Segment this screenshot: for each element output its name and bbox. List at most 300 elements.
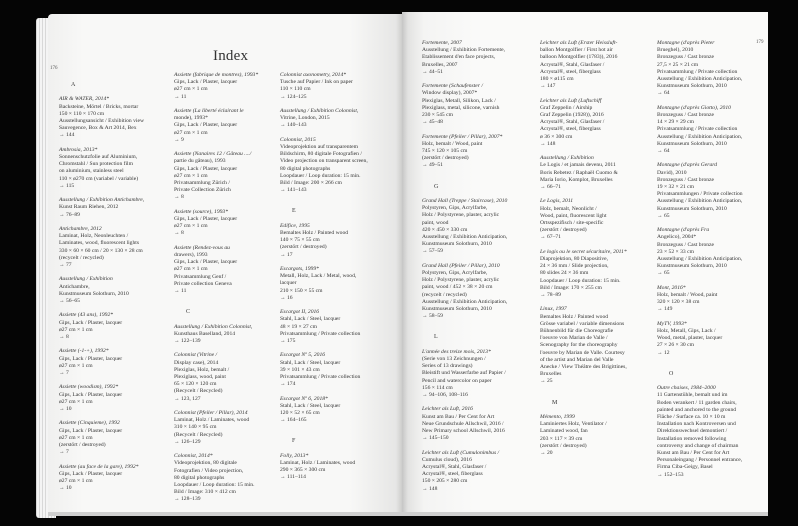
entry-line: Bronzeguss / Cast bronze xyxy=(657,176,715,183)
index-entry xyxy=(540,198,655,241)
index-entry xyxy=(657,321,772,357)
entry-line: Ausstellung / Exhibition Fortemente, xyxy=(422,47,505,54)
index-letter-heading: C xyxy=(186,309,191,316)
entry-line: lacquer xyxy=(280,280,297,287)
entry-line: Bronzeguss / Cast bronze xyxy=(657,54,715,61)
entry-line: Anecke / View Théâtre des Brigittines, xyxy=(540,364,627,371)
page-bottom-edge xyxy=(48,512,768,516)
entry-title: Assiette (source), 1993* xyxy=(174,208,229,215)
index-entry xyxy=(174,108,289,144)
entry-line: (recycelt / recycled) xyxy=(422,291,467,298)
index-entry xyxy=(280,72,395,101)
entry-line: 14 × 29 × 29 cm xyxy=(657,119,694,126)
entry-line: Acrystal®, Stahl, Glasfaser / xyxy=(422,464,487,471)
entry-line: of the artist and Marian del Valle xyxy=(540,356,614,363)
entry-line: Ausstellung / Exhibition Anticipation, xyxy=(657,198,743,205)
entry-line: → 8 xyxy=(174,194,184,201)
entry-line: ø27 cm × 1 cm xyxy=(174,223,208,230)
entry-title: Edifice, 1995 xyxy=(280,222,310,229)
entry-line: 150 × 205 × 280 cm xyxy=(422,478,468,485)
entry-line: 745 × 120 × 105 cm xyxy=(422,148,468,155)
entry-line: → 122–139 xyxy=(174,338,201,345)
entry-line: → 152–153 xyxy=(657,471,684,478)
entry-line: Gips, Lack / Plaster, lacquer xyxy=(174,259,238,266)
entry-line: → 25 xyxy=(540,378,553,385)
entry-line: Cumulus cloud), 2016 xyxy=(422,456,472,463)
index-entry xyxy=(59,420,174,456)
entry-line: Plexiglass, wood, paint xyxy=(174,374,226,381)
entry-line: Acrystal®, steel, fiberglass xyxy=(540,68,601,75)
entry-title: Escargots, 1999* xyxy=(280,266,319,273)
entry-line: Installation nach Kontroversen und xyxy=(657,421,736,428)
entry-line: (zerstört / destroyed) xyxy=(422,155,469,162)
entry-line: ø27 cm × 1 cm xyxy=(59,326,93,333)
index-entry xyxy=(422,406,537,442)
entry-line: → 56–65 xyxy=(59,298,80,305)
entry-line: on aluminium, stainless steel xyxy=(59,168,124,175)
entry-line: Polystyren, Gips, Acrylfarbe, xyxy=(422,205,488,212)
index-entry xyxy=(174,352,289,402)
entry-line: Grösse variabel / variable dimensions xyxy=(540,320,625,327)
entry-line: Series of 13 drawings) xyxy=(422,363,473,370)
index-entry xyxy=(174,410,289,446)
index-entry xyxy=(59,276,174,305)
entry-line: 39 × 101 × 43 cm xyxy=(280,366,320,373)
entry-line: David), 2010 xyxy=(657,169,687,176)
entry-line: Bühnenbild für die Choreografie xyxy=(540,328,614,335)
entry-line: Bildschirm, 80 digitale Fotografien / xyxy=(280,151,362,158)
entry-line: Laminat, Holz, Neonleuchten / xyxy=(59,233,129,240)
entry-line: Stahl, Lack / Steel, lacquer xyxy=(280,359,341,366)
entry-line: 24 × 36 mm / Slide projection, xyxy=(540,263,609,270)
entry-line: → 126–129 xyxy=(174,438,201,445)
entry-title: Grand Hall (Treppe / Staircase), 2010 xyxy=(422,198,508,205)
entry-line: Direktionswechsel demontiert / xyxy=(657,428,728,435)
entry-title: Montagne (d'après Pieter xyxy=(657,40,715,46)
index-letter-heading: O xyxy=(669,370,674,377)
entry-line: Ortsspezifisch / site-specific xyxy=(540,220,604,227)
entry-line: Laminates, wood, fluorescent lights xyxy=(59,240,140,247)
index-column-4 xyxy=(422,40,537,500)
entry-line: → 7 xyxy=(59,370,69,377)
entry-line: Bruxelles, 2007 xyxy=(422,61,458,68)
entry-line: Vitrine, London, 2015 xyxy=(280,115,330,122)
index-entry xyxy=(540,249,655,299)
entry-line: l'oeuvre von Marian de Valle / xyxy=(540,335,608,342)
entry-line: Scenography for the choreography xyxy=(540,342,618,349)
entry-title: Fortemente (Pfeiler / Pillar), 2007* xyxy=(422,133,503,140)
entry-line: Maria Iorio, Komplot, Bruxelles xyxy=(540,176,613,183)
entry-line: → 66–71 xyxy=(540,184,561,191)
entry-line: Videoprojektion, 80 digitale xyxy=(174,460,237,467)
entry-line: → 9 xyxy=(174,136,184,143)
entry-line: (Serie von 13 Zeichnungen / xyxy=(422,356,486,363)
entry-line: Privatsammlung Genf / xyxy=(174,273,227,280)
entry-line: Kunsthaus Baselland, 2014 xyxy=(174,330,236,337)
entry-line: (zerstört / destroyed) xyxy=(540,442,587,449)
entry-line: ø27 cm × 1 cm xyxy=(59,362,93,369)
index-entry xyxy=(657,40,772,98)
entry-title: Fortemente (Schaufenster / xyxy=(422,83,483,90)
entry-line: ballon Montgolfier / First hot air xyxy=(540,47,613,54)
entry-title: Ausstellung / Exhibition xyxy=(540,155,594,162)
entry-line: Boris Rebetez / Raphaël Cuomo & xyxy=(540,169,618,176)
entry-line: ø 36 × 300 cm xyxy=(540,133,573,140)
entry-line: Gips, Lack / Plaster, lacquer xyxy=(174,165,238,172)
entry-line: 110 × 110 cm xyxy=(280,86,311,93)
entry-line: → 123, 127 xyxy=(174,395,201,402)
index-letter-heading: L xyxy=(434,334,438,341)
entry-title: Colonnist (Vitrine / xyxy=(174,352,218,359)
entry-line: Gips, Lack / Plaster, lacquer xyxy=(174,122,238,129)
entry-line: l'oeuvre by Marian de Valle. Courtesy xyxy=(540,349,625,356)
entry-line: → 78–89 xyxy=(540,292,561,299)
index-entry xyxy=(174,453,289,503)
entry-line: Sonnenschutzfolie auf Aluminium, xyxy=(59,154,138,160)
entry-line: ø27 cm × 1 cm xyxy=(174,129,208,136)
entry-line: 150 × 110 × 170 cm xyxy=(59,110,105,117)
entry-line: → 141–143 xyxy=(280,187,307,194)
index-entry xyxy=(280,108,395,130)
entry-line: Metall, Holz, Lack / Metal, wood, xyxy=(280,273,357,280)
entry-line: → 10 xyxy=(59,485,72,492)
entry-title: Escargot Nº 5, 2016 xyxy=(280,352,326,359)
entry-line: → 111–114 xyxy=(280,474,306,481)
entry-line: Holz, bemalt, Neonlicht / xyxy=(540,205,597,212)
entry-line: 80 slides 24 × 36 mm xyxy=(540,270,589,277)
entry-title: Assiette (Cinquieme), 1992 xyxy=(59,420,120,427)
entry-line: drawers), 1993 xyxy=(174,252,208,259)
entry-line: → 10 xyxy=(59,406,72,413)
entry-line: Holz, bemalt / Wood, paint xyxy=(657,292,718,299)
entry-title: Montagne (d'après Giotto), 2010 xyxy=(657,104,731,111)
entry-line: Holz, bemalt / Wood, paint xyxy=(422,140,483,147)
entry-line: Ausstellung / Exhibition Anticipation, xyxy=(657,76,743,83)
entry-line: Ausstellung / Exhibition Anticipation, xyxy=(422,234,508,241)
entry-line: Antichambre, xyxy=(59,283,90,290)
index-entry xyxy=(174,245,289,295)
entry-line: (Recycelt / Recycled) xyxy=(174,388,223,395)
index-entry xyxy=(422,83,537,126)
index-column-1 xyxy=(59,82,174,500)
entry-line: Kunst am Bau / Per Cent for Art xyxy=(657,450,730,457)
entry-title: Assiette (au face de la gare), 1992* xyxy=(59,463,139,470)
entry-line: Bemaltes Holz / Painted wood xyxy=(540,313,609,320)
index-entry xyxy=(280,352,395,388)
entry-line: Fotografien / Video projection, xyxy=(174,467,244,474)
entry-line: Kunstmuseum Solothurn, 2010 xyxy=(657,140,727,147)
entry-line: Loopdauer / Loop duration: 15 min. xyxy=(174,482,255,489)
entry-line: Firma Ciba-Geigy, Basel xyxy=(657,464,713,471)
entry-line: → 144 xyxy=(59,132,75,139)
entry-line: Backsteine, Mörtel / Bricks, mortar xyxy=(59,103,139,110)
entry-line: 11 Gartenstühle, bemalt und im xyxy=(657,392,728,399)
entry-title: Ausstellung / Exhibition Antichambre, xyxy=(59,197,145,204)
entry-line: Gips, Lack / Plaster, lacquer xyxy=(59,355,123,362)
entry-title: Assiette (woodism), 1992* xyxy=(59,384,119,391)
entry-line: Holz / Polystyrene, plaster, acrylic xyxy=(422,277,500,284)
entry-line: Diaprojektion, 80 Diapositive, xyxy=(540,256,609,263)
entry-line: Personaleingang / Personnel entrance, xyxy=(657,457,743,464)
entry-line: → 145–150 xyxy=(422,435,449,442)
entry-line: 320 × 120 × 38 cm xyxy=(657,299,700,306)
entry-line: Plexiglas, Holz, bemalt / xyxy=(174,366,230,373)
entry-line: → 76–89 xyxy=(59,211,80,218)
entry-line: Ausstellung / Exhibition Anticipation, xyxy=(657,133,743,140)
entry-line: 230 × 545 cm xyxy=(422,112,453,119)
index-letter-heading: E xyxy=(292,208,296,215)
entry-title: Leichter als Luft (Cumulonimbus / xyxy=(422,449,500,456)
entry-title: Leichter als Luft, 2016 xyxy=(422,406,473,413)
entry-line: Laminat, Holz / Laminates, wood xyxy=(280,460,356,467)
entry-line: Ausstellungsansicht / Exhibition view xyxy=(59,118,144,124)
entry-line: Polystyren, Gips, Acrylfarbe, xyxy=(422,270,488,277)
entry-line: Laminated wood, fan xyxy=(540,428,588,435)
entry-line: Fläche / Surface ca. 10 × 10 m xyxy=(657,414,726,421)
entry-line: Gips, Lack / Plaster, lacquer xyxy=(174,79,238,86)
entry-line: Angelico), 2004* xyxy=(657,234,697,241)
entry-line: Graf Zeppelin (1928)), 2016 xyxy=(540,112,604,119)
entry-line: Kunstmuseum Solothurn, 2010 xyxy=(422,306,492,313)
entry-title: Leichter als Luft (Erster Heissluft- xyxy=(540,40,618,46)
entry-line: ø27 cm × 1 cm xyxy=(59,478,93,485)
entry-line: Holz / Polystyrene, plaster, acrylic xyxy=(422,212,500,219)
entry-line: ø27 cm × 1 cm xyxy=(59,434,93,441)
index-entry xyxy=(540,306,655,385)
entry-line: → 67–71 xyxy=(540,234,561,241)
index-letter-heading: G xyxy=(434,183,439,190)
entry-line: Laminiertes Holz, Ventilator / xyxy=(540,421,607,428)
entry-line: 310 × 140 × 95 cm xyxy=(174,424,217,431)
entry-line: Kunstmuseum Solothurn, 2010 xyxy=(657,205,727,212)
entry-line: → 8 xyxy=(59,334,69,341)
index-entry xyxy=(280,223,395,259)
entry-line: → 57–59 xyxy=(422,248,443,255)
entry-line: Videoprojektion auf transparentem xyxy=(280,144,358,150)
entry-line: → 64 xyxy=(657,148,670,155)
index-entry xyxy=(422,263,537,321)
entry-line: New Primary school Allschwil, 2016 xyxy=(422,428,505,435)
entry-line: Kunstmuseum Solothurn, 2010 xyxy=(59,290,129,297)
index-entry xyxy=(174,151,289,201)
index-entry xyxy=(422,198,537,256)
index-column-5 xyxy=(540,40,655,464)
index-entry xyxy=(422,134,537,170)
entry-line: 23 × 52 × 33 cm xyxy=(657,248,694,255)
entry-line: ø27 cm × 1 cm xyxy=(59,398,93,405)
entry-title: Linux, 1997 xyxy=(540,306,567,313)
entry-line: Loopdauer / Loop duration: 15 min. xyxy=(280,172,361,179)
index-letter-heading: A xyxy=(71,82,76,88)
entry-line: Le Logis / et jamais devenu, 2011 xyxy=(540,162,616,169)
entry-title: Assiette (-1-+), 1992* xyxy=(59,348,109,355)
entry-line: Wood, paint, fluorescent light xyxy=(540,212,607,219)
entry-line: Bleistift und Wasserfarbe auf Papier / xyxy=(422,370,506,377)
index-entry xyxy=(59,96,174,139)
index-entry xyxy=(540,98,655,148)
entry-line: Acrystal®, steel, fiberglass xyxy=(540,126,601,133)
entry-line: Privatsammlung / Private collection xyxy=(657,68,738,75)
left-page-number: 176 xyxy=(50,66,58,71)
entry-line: Graf Zeppelin / Airship xyxy=(540,104,593,111)
entry-line: 80 digital photographs xyxy=(174,474,225,481)
entry-title: Colonnist axonometry, 2014* xyxy=(280,72,347,78)
index-entry xyxy=(59,384,174,413)
entry-line: Pencil and watercolor on paper xyxy=(422,377,492,384)
entry-line: Bild / Image: 170 × 255 cm xyxy=(540,284,602,291)
entry-line: monde), 1993* xyxy=(174,115,208,122)
entry-line: → 45–48 xyxy=(422,119,443,126)
index-entry xyxy=(657,105,772,155)
entry-line: Window display), 2007* xyxy=(422,90,478,97)
entry-line: 420 × 450 × 330 cm xyxy=(422,226,468,233)
entry-title: Mont, 2016* xyxy=(657,284,686,291)
entry-line: Private Collection Zürich xyxy=(174,187,231,194)
entry-title: Ausstellung / Exhibition Colonnist, xyxy=(280,108,359,114)
entry-title: L'année des treize mois, 2013* xyxy=(422,348,491,355)
entry-line: Bild / Image: 310 × 412 cm xyxy=(174,489,236,496)
book-gutter xyxy=(396,12,408,516)
entry-line: 180 × ø115 cm xyxy=(540,76,574,83)
entry-line: → 140–143 xyxy=(280,122,307,129)
entry-line: → 148 xyxy=(422,485,438,492)
index-letter-heading: M xyxy=(552,399,558,406)
entry-line: Kunstmuseum Solothurn, 2010 xyxy=(657,83,727,90)
page-title: Index xyxy=(213,48,249,64)
entry-line: paint, wood / 452 × 38 × 20 cm xyxy=(422,284,493,291)
entry-line: → 16 xyxy=(280,294,293,301)
entry-line: Holz, Metall, Gips, Lack / xyxy=(657,328,716,335)
entry-line: → 148 xyxy=(540,140,556,147)
entry-line: Stahl, Lack / Steel, lacquer xyxy=(280,402,341,409)
entry-line: → 77 xyxy=(59,262,72,269)
entry-line: 65 × 120 × 120 cm xyxy=(174,381,217,388)
entry-title: Ambrosia, 2013* xyxy=(59,146,98,153)
entry-line: Gips, Lack / Plaster, lacquer xyxy=(59,319,123,326)
entry-title: Ausstellung / Exhibition Colonnist, xyxy=(174,323,253,330)
entry-title: Fortemente, 2007 xyxy=(422,40,462,46)
entry-line: Privatsammlung / Private collection xyxy=(280,374,361,381)
entry-line: Gips, Lack / Plaster, lacquer xyxy=(59,470,123,477)
entry-line: → 128–139 xyxy=(174,496,201,503)
entry-line: Tusche auf Papier / Ink on paper xyxy=(280,79,353,86)
entry-line: Plexiglass, metal, silicone, varnish xyxy=(422,104,500,111)
index-entry xyxy=(174,324,289,346)
right-page-number: 179 xyxy=(756,40,764,45)
entry-line: Bronzeguss / Cast bronze xyxy=(657,241,715,248)
index-entry xyxy=(422,40,537,76)
entry-title: Colonnist, 2014* xyxy=(174,453,213,460)
entry-line: Private collection Geneva xyxy=(174,280,232,287)
entry-line: → 44–51 xyxy=(422,68,443,75)
entry-line: 80 digital photographs xyxy=(280,165,331,172)
entry-title: Montagne (d'après Fra xyxy=(657,227,710,234)
entry-line: Sauvegence, Box & Art 2014, Bex xyxy=(59,125,137,132)
index-column-2 xyxy=(174,72,289,511)
entry-line: → 124–125 xyxy=(280,93,307,100)
index-entry xyxy=(280,453,395,482)
entry-line: Laminat, Holz / Laminates, wood xyxy=(174,417,250,424)
index-entry xyxy=(59,348,174,377)
entry-line: → 8 xyxy=(174,230,184,237)
entry-title: Escargot II, 2016 xyxy=(280,309,320,316)
entry-line: 210 × 150 × 55 cm xyxy=(280,287,323,294)
entry-title: Mémento, 1999 xyxy=(540,414,575,421)
entry-line: Chromstahl / Sun protection film xyxy=(59,161,133,168)
entry-line: → 49–51 xyxy=(422,162,443,169)
index-entry xyxy=(280,396,395,425)
entry-line: Ausstellung / Exhibition Anticipation, xyxy=(657,256,743,263)
entry-line: Bronzeguss / Cast bronze xyxy=(657,112,715,119)
index-entry xyxy=(174,209,289,238)
entry-line: Loopdauer / Loop duration: 15 min. xyxy=(540,277,621,284)
entry-title: Assiette (Nanaires 12 / Gâteau ..../ xyxy=(174,151,252,158)
entry-line: Bruxelles xyxy=(540,371,562,378)
entry-line: → 12 xyxy=(657,349,670,356)
entry-line: Bemaltes Holz / Painted wood xyxy=(280,230,349,237)
entry-line: Neue Grundschule Allschwil, 2016 / xyxy=(422,420,504,427)
entry-line: Boden verankert / 11 garden chairs, xyxy=(657,399,737,406)
entry-line: Bild / Image: 200 × 266 cm xyxy=(280,180,342,187)
entry-line: Gips, Lack / Plaster, lacquer xyxy=(59,391,123,398)
entry-line: 156 × 114 cm xyxy=(422,384,453,391)
entry-line: (zerstört / destroyed) xyxy=(280,244,327,251)
entry-title: Leichter als Luft (Luftschiff xyxy=(540,97,602,104)
index-letter-heading: F xyxy=(292,438,296,445)
entry-line: Brueghel), 2010 xyxy=(657,47,694,54)
index-entry xyxy=(657,285,772,314)
right-page xyxy=(402,12,768,514)
entry-line: Privatsammlung / Private collection xyxy=(280,330,361,337)
index-entry xyxy=(59,147,174,190)
index-entry xyxy=(59,226,174,269)
entry-line: 27,5 × 25 × 21 cm xyxy=(657,61,699,68)
index-entry xyxy=(280,266,395,302)
entry-line: Kunst Raum Riehen, 2012 xyxy=(59,204,119,211)
entry-line: controversy and change of chairman xyxy=(657,442,739,449)
entry-line: Video projection on transparent screen, xyxy=(280,158,368,165)
index-entry xyxy=(174,72,289,101)
left-page xyxy=(48,14,402,514)
entry-line: → 20 xyxy=(540,450,553,457)
entry-line: 140 × 75 × 55 cm xyxy=(280,237,320,244)
index-entry xyxy=(657,162,772,220)
index-entry xyxy=(540,40,655,90)
index-entry xyxy=(657,227,772,277)
entry-line: ø27 cm × 1 cm xyxy=(174,172,208,179)
entry-title: Assiette (fabrique de montres), 1993* xyxy=(174,72,259,78)
entry-line: → 17 xyxy=(280,251,293,258)
entry-line: Installation removed following xyxy=(657,435,727,442)
entry-line: Display case), 2014 xyxy=(174,359,219,366)
entry-line: → 65 xyxy=(657,270,670,277)
entry-line: → 174 xyxy=(280,381,296,388)
entry-title: Le logis ou le secret sécuritaire, 2011* xyxy=(540,248,627,255)
entry-line: → 164–165 xyxy=(280,417,307,424)
index-entry xyxy=(422,349,537,399)
entry-title: Assiette (43 ans), 1992* xyxy=(59,312,114,319)
entry-line: 110 × ø270 cm (variabel / variable) xyxy=(59,175,139,182)
entry-line: → 65 xyxy=(657,212,670,219)
entry-line: Etablissement d'en face projects, xyxy=(422,54,496,61)
entry-line: → 175 xyxy=(280,338,296,345)
entry-title: Le Logis, 2011 xyxy=(540,198,573,205)
index-column-3 xyxy=(280,72,395,489)
index-entry xyxy=(540,155,655,191)
entry-line: 290 × 365 × 300 cm xyxy=(280,467,326,474)
entry-line: 27 × 26 × 30 cm xyxy=(657,342,694,349)
index-column-6 xyxy=(657,40,772,486)
